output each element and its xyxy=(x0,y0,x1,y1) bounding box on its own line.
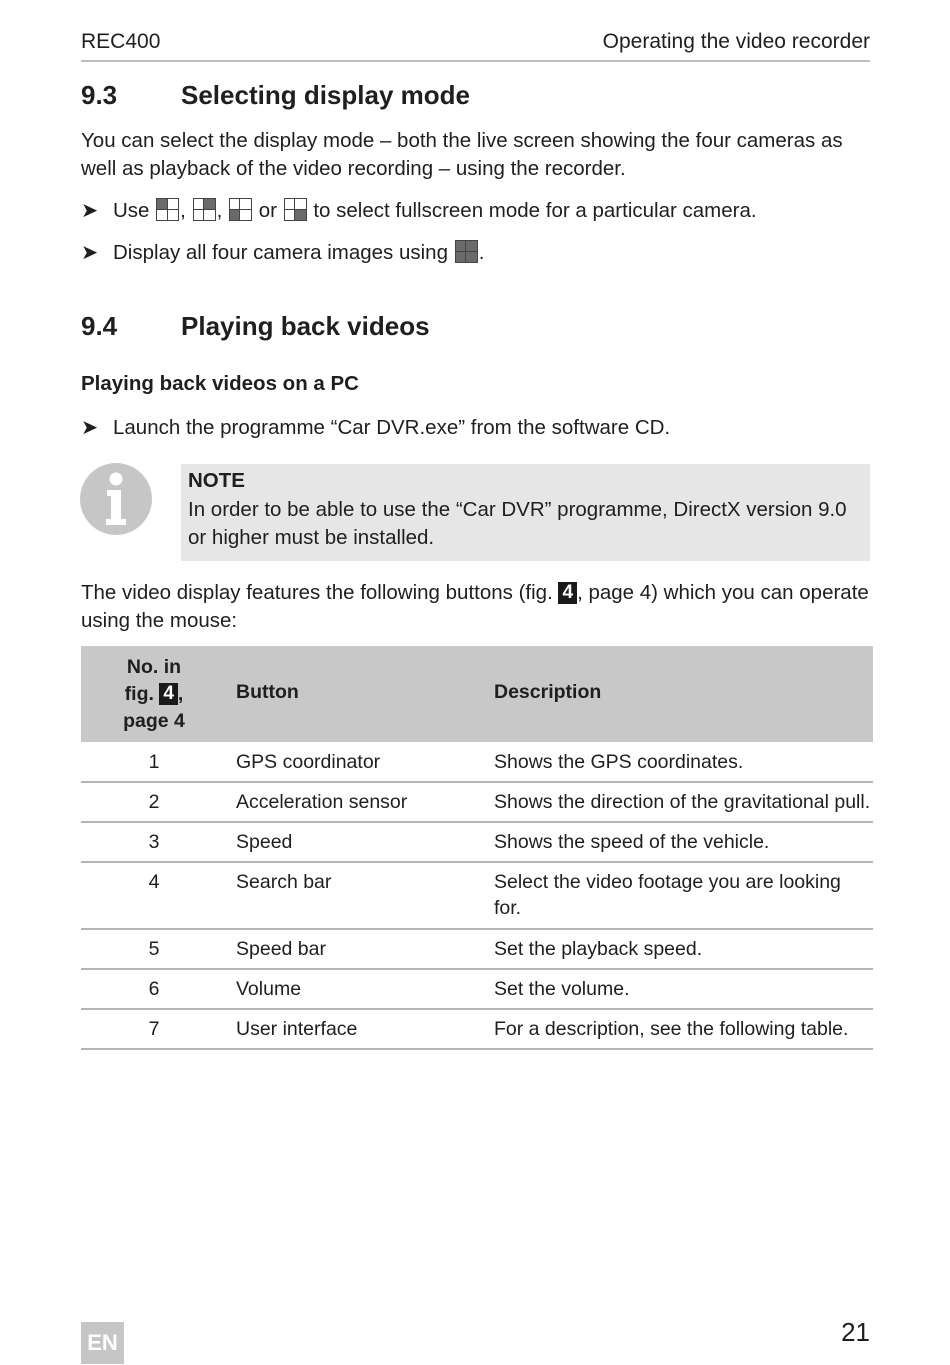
table-cell-number: 5 xyxy=(148,938,160,960)
table-cell-number: 7 xyxy=(148,1018,160,1040)
table-cell-number: 4 xyxy=(148,871,160,893)
subheading-playback-pc: Playing back videos on a PC xyxy=(81,372,359,395)
bullet-text-or: or xyxy=(258,199,277,222)
quad-view-bottom-right-icon xyxy=(284,198,307,221)
quad-view-top-left-icon xyxy=(156,198,179,221)
bullet-arrow-icon: ➤ xyxy=(81,241,99,264)
table-cell-button: GPS coordinator xyxy=(236,751,381,773)
table-cell-button: User interface xyxy=(236,1018,358,1040)
table-cell-button: Speed xyxy=(236,831,293,853)
table-row-divider xyxy=(81,968,873,970)
bullet-text-use: Use xyxy=(113,199,150,222)
header-chapter-title: Operating the video recorder xyxy=(602,30,870,53)
table-cell-description: Shows the GPS coordinates. xyxy=(494,751,744,773)
features-text: The video display features the following buttons (fig. xyxy=(81,581,553,604)
quad-view-all-icon xyxy=(455,240,478,263)
bullet-separator: , xyxy=(216,199,223,222)
section-9-3-intro: You can select the display mode – both the live screen showing the four cameras as well as playback of the video recording – using the recorder. xyxy=(81,129,843,180)
table-cell-description: Shows the speed of the vehicle. xyxy=(494,831,770,853)
quad-view-top-right-icon xyxy=(193,198,216,221)
bullet-text: Launch the programme “Car DVR.exe” from the software CD. xyxy=(113,416,671,439)
bullet-separator: , xyxy=(180,199,186,222)
table-cell-button: Acceleration sensor xyxy=(236,791,408,813)
table-row-divider xyxy=(81,1048,873,1050)
header-divider xyxy=(81,60,870,62)
info-icon xyxy=(80,463,152,535)
table-cell-number: 6 xyxy=(148,978,160,1000)
table-header-number xyxy=(81,654,227,735)
table-header-button: Button xyxy=(236,681,299,703)
bullet-launch-programme xyxy=(81,414,670,442)
table-cell-number: 2 xyxy=(148,791,160,813)
header-no-line: No. in xyxy=(126,656,182,678)
header-page-line: page 4 xyxy=(123,710,185,732)
section-title: Selecting display mode xyxy=(181,80,470,110)
section-number: 9.4 xyxy=(81,311,118,341)
table-cell-button: Volume xyxy=(236,978,302,1000)
table-row-divider xyxy=(81,1008,873,1010)
bullet-text: Display all four camera images using xyxy=(113,241,448,264)
table-cell-description: Set the volume. xyxy=(494,978,630,1000)
table-cell-number: 1 xyxy=(148,751,160,773)
header-no-fig-line xyxy=(81,681,227,708)
bullet-fullscreen-mode xyxy=(81,197,757,225)
features-paragraph xyxy=(81,579,871,635)
bullet-display-all xyxy=(81,239,484,267)
header-comma: , xyxy=(177,683,184,705)
section-heading-9-3 xyxy=(81,80,781,114)
table-cell-description: Select the video footage you are looking for. xyxy=(494,871,841,919)
table-row-divider xyxy=(81,861,873,863)
header-product-name: REC400 xyxy=(81,30,161,53)
figure-reference-badge: 4 xyxy=(558,582,577,604)
table-header-description: Description xyxy=(494,681,602,703)
table-row-divider xyxy=(81,928,873,930)
header-fig-text: fig. xyxy=(124,683,154,705)
quad-view-bottom-left-icon xyxy=(229,198,252,221)
table-row-divider xyxy=(81,821,873,823)
section-heading-9-4 xyxy=(81,311,781,345)
bullet-end: . xyxy=(478,241,485,264)
features-text: , page 4) which you can operate using the mouse: xyxy=(81,581,869,632)
table-cell-number: 3 xyxy=(148,831,160,853)
section-number: 9.3 xyxy=(81,80,118,110)
bullet-arrow-icon: ➤ xyxy=(81,416,99,439)
table-cell-description: For a description, see the following table. xyxy=(494,1018,849,1040)
bullet-text-rest: to select fullscreen mode for a particular camera. xyxy=(313,199,757,222)
page-number: 21 xyxy=(841,1317,870,1347)
table-cell-description: Shows the direction of the gravitational pull. xyxy=(494,791,871,813)
table-cell-button: Search bar xyxy=(236,871,332,893)
table-row-divider xyxy=(81,781,873,783)
note-text: In order to be able to use the “Car DVR” programme, DirectX version 9.0 or higher must be installed. xyxy=(188,498,847,549)
figure-reference-badge: 4 xyxy=(159,683,178,705)
table-cell-description: Set the playback speed. xyxy=(494,938,703,960)
language-badge: EN xyxy=(81,1322,124,1364)
note-title: NOTE xyxy=(188,469,245,492)
section-title: Playing back videos xyxy=(181,311,430,341)
bullet-arrow-icon: ➤ xyxy=(81,199,99,222)
table-cell-button: Speed bar xyxy=(236,938,326,960)
